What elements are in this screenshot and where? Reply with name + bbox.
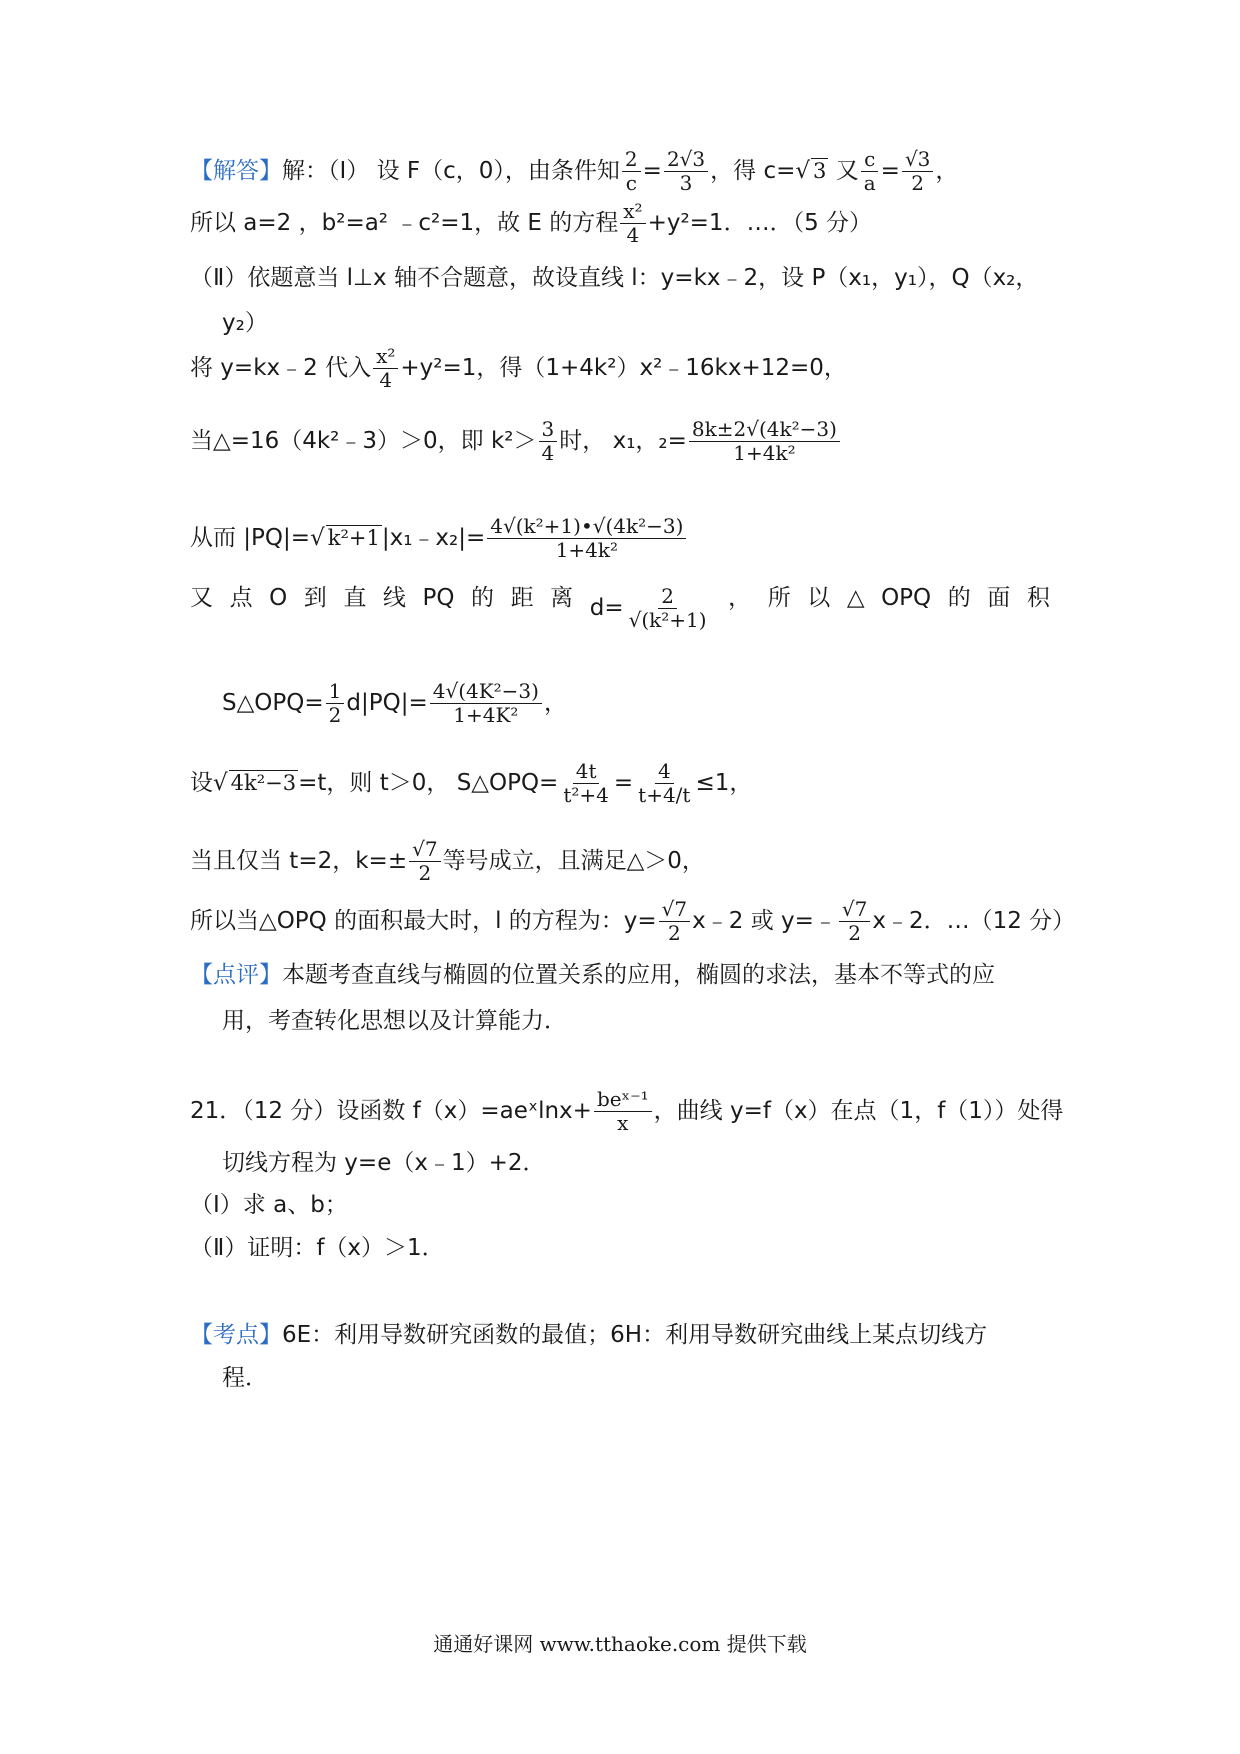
denominator: 3 (679, 171, 693, 195)
solution-line-1: 【解答】解：（Ⅰ） 设 F（c，0），由条件知 $\frac{2}{c}$ = $\frac{2√3}{3}$ ，得 c=√ 3 又 $\frac{c}{a}$ = $\frac{√3}{2}$ ， (190, 147, 959, 195)
word: 的 (947, 585, 971, 611)
text: 当△=16（4k²﹣3）＞0，即 k²＞ (190, 428, 537, 454)
text: 6E：利用导数研究函数的最值；6H：利用导数研究曲线上某点切线方 (282, 1322, 988, 1348)
comment-line-2: 用，考查转化思想以及计算能力． (222, 1008, 567, 1034)
numerator: 2√3 (664, 148, 708, 172)
numerator: 4t (573, 760, 600, 784)
numerator: √7 (839, 898, 870, 922)
fraction (626, 585, 710, 632)
denominator: 2 (328, 703, 342, 727)
denominator: 2 (668, 921, 681, 945)
fraction (620, 200, 645, 247)
text: S△OPQ= (222, 690, 324, 716)
numerator: √7 (409, 838, 440, 862)
numerator: 4 (655, 760, 674, 784)
denominator: 1+4K² (453, 703, 519, 727)
denominator: 2 (418, 861, 432, 885)
numerator: 1 (326, 680, 345, 704)
fraction (622, 148, 641, 195)
text: +y²=1．…．（5 分） (647, 210, 873, 236)
text: ， (935, 158, 959, 184)
text: 本题考查直线与椭圆的位置关系的应用，椭圆的求法，基本不等式的应 (282, 962, 995, 988)
solution-line-7 (190, 515, 688, 562)
denominator: 4 (626, 223, 640, 247)
numerator: 2 (622, 148, 641, 172)
solution-line-2 (190, 200, 872, 247)
radicand: 3 (813, 159, 827, 183)
knowledge-line-1 (190, 1322, 987, 1350)
comment-line-1 (190, 962, 995, 990)
word: OPQ (881, 585, 932, 611)
text: 又 (828, 158, 859, 184)
radicand: k²+1 (327, 526, 380, 550)
text: 时， x₁，₂= (559, 428, 687, 454)
numerator: x² (373, 345, 398, 369)
numerator: c (861, 148, 878, 172)
word: 线 (382, 585, 406, 611)
word: O (269, 585, 288, 611)
fraction (861, 148, 879, 195)
solution-line-9 (222, 680, 567, 727)
word: 又 (190, 585, 213, 611)
text: ≤1， (695, 770, 753, 796)
problem-21-question-1: （Ⅰ）求 a、b； (190, 1192, 348, 1218)
solution-line-11 (190, 838, 705, 885)
comment-tag: 【点评】 (190, 962, 282, 988)
problem-21-question-2: （Ⅱ）证明：f（x）＞1． (190, 1235, 445, 1261)
text: 解：（Ⅰ） 设 F（c，0），由条件知 (282, 158, 620, 184)
text: 将 y=kx﹣2 代入 (190, 355, 372, 381)
text: 所以当△OPQ 的面积最大时，l 的方程为：y= (190, 908, 657, 934)
fraction (539, 418, 558, 465)
fraction (594, 1088, 652, 1135)
denominator: 1+4k² (733, 441, 796, 465)
problem-21-line-1 (190, 1088, 1063, 1135)
distance-formula (590, 585, 712, 632)
text: |x₁﹣x₂|= (381, 525, 486, 551)
solution-line-12 (190, 898, 1075, 945)
radical-sign: √ (213, 770, 228, 796)
text: ，曲线 y=f（x）在点（1，f（1））处得 (653, 1098, 1064, 1124)
fraction (635, 760, 693, 807)
text: 从而 |PQ|= (190, 525, 311, 551)
word: 直 (343, 585, 367, 611)
fraction (560, 760, 612, 807)
solution-tag: 【解答】 (190, 158, 282, 184)
numerator: 4√(4K²−3) (430, 680, 542, 704)
denominator: 1+4k² (555, 538, 619, 562)
solution-line-3: （Ⅱ）依题意当 l⊥x 轴不合题意，故设直线 l：y=kx﹣2，设 P（x₁，y₁），Q（x₂， (190, 265, 1039, 291)
denominator: 2 (911, 171, 925, 195)
word: d= (589, 595, 624, 621)
fraction (664, 148, 708, 195)
solution-line-4: y₂） (222, 310, 268, 336)
word: 到 (303, 585, 327, 611)
word: 以 (807, 585, 831, 611)
word: 的 (471, 585, 495, 611)
numerator: 4√(k²+1)•√(4k²−3) (487, 515, 686, 539)
denominator: x (617, 1111, 629, 1135)
text: 当且仅当 t=2，k=± (190, 848, 408, 874)
fraction (659, 898, 690, 945)
denominator: √(k²+1) (628, 608, 707, 632)
word: 积 (1026, 585, 1050, 611)
text: ， (543, 690, 567, 716)
text: x﹣2 或 y=﹣ (692, 908, 837, 934)
text: 等号成立，且满足△＞0， (442, 848, 705, 874)
word: 离 (550, 585, 574, 611)
solution-line-8 (190, 585, 1050, 632)
word: 面 (987, 585, 1011, 611)
text: ，得 c= (710, 158, 796, 184)
denominator: t²+4 (563, 783, 609, 807)
numerator: beˣ⁻¹ (594, 1088, 652, 1112)
problem-21-line-2: 切线方程为 y=e（x﹣1）+2． (222, 1150, 546, 1176)
text: 设 (190, 770, 213, 796)
numerator: 8k±2√(4k²−3) (689, 418, 840, 442)
denominator: a (863, 171, 876, 195)
fraction (430, 680, 542, 727)
solution-line-6 (190, 418, 842, 465)
fraction (689, 418, 840, 465)
text: =t，则 t＞0， S△OPQ= (298, 770, 559, 796)
word: ， (728, 585, 752, 611)
fraction (409, 838, 440, 885)
solution-line-5 (190, 345, 847, 392)
fraction (902, 148, 933, 195)
fraction (487, 515, 686, 562)
page-footer: 通通好课网 www.tthaoke.com 提供下载 (433, 1632, 807, 1656)
text: +y²=1，得（1+4k²）x²﹣16kx+12=0， (400, 355, 847, 381)
numerator: x² (620, 200, 645, 224)
text: 21．（12 分）设函数 f（x）=aeˣlnx+ (190, 1098, 592, 1124)
numerator: √7 (659, 898, 690, 922)
word: 所 (767, 585, 791, 611)
text: d|PQ|= (346, 690, 428, 716)
numerator: 2 (658, 585, 677, 609)
word: 距 (510, 585, 534, 611)
numerator: 3 (539, 418, 558, 442)
fraction (326, 680, 345, 727)
knowledge-line-2: 程． (222, 1365, 268, 1391)
equals: = (642, 158, 662, 184)
word: △ (846, 585, 865, 611)
text: 所以 a=2 ，b²=a² ﹣c²=1，故 E 的方程 (190, 210, 619, 236)
knowledge-tag: 【考点】 (190, 1322, 282, 1348)
fraction (839, 898, 870, 945)
radical-sign: √ (795, 158, 811, 184)
denominator: 2 (848, 921, 861, 945)
radical-sign: √ (310, 525, 325, 551)
denominator: t+4/t (638, 783, 691, 807)
text: x﹣2．…（12 分） (872, 908, 1076, 934)
solution-line-10: 设√ 4k²−3=t，则 t＞0， S△OPQ= $\frac{4t}{\text{t²+4}}$ = $\frac{4}{t+4/t}$ ≤1， (190, 759, 753, 807)
denominator: 4 (379, 368, 393, 392)
denominator: 4 (541, 441, 555, 465)
denominator: c (625, 171, 637, 195)
radicand: 4k²−3 (230, 771, 297, 795)
numerator: √3 (902, 148, 933, 172)
word: PQ (422, 585, 455, 611)
word: 点 (229, 585, 253, 611)
fraction (373, 345, 398, 392)
